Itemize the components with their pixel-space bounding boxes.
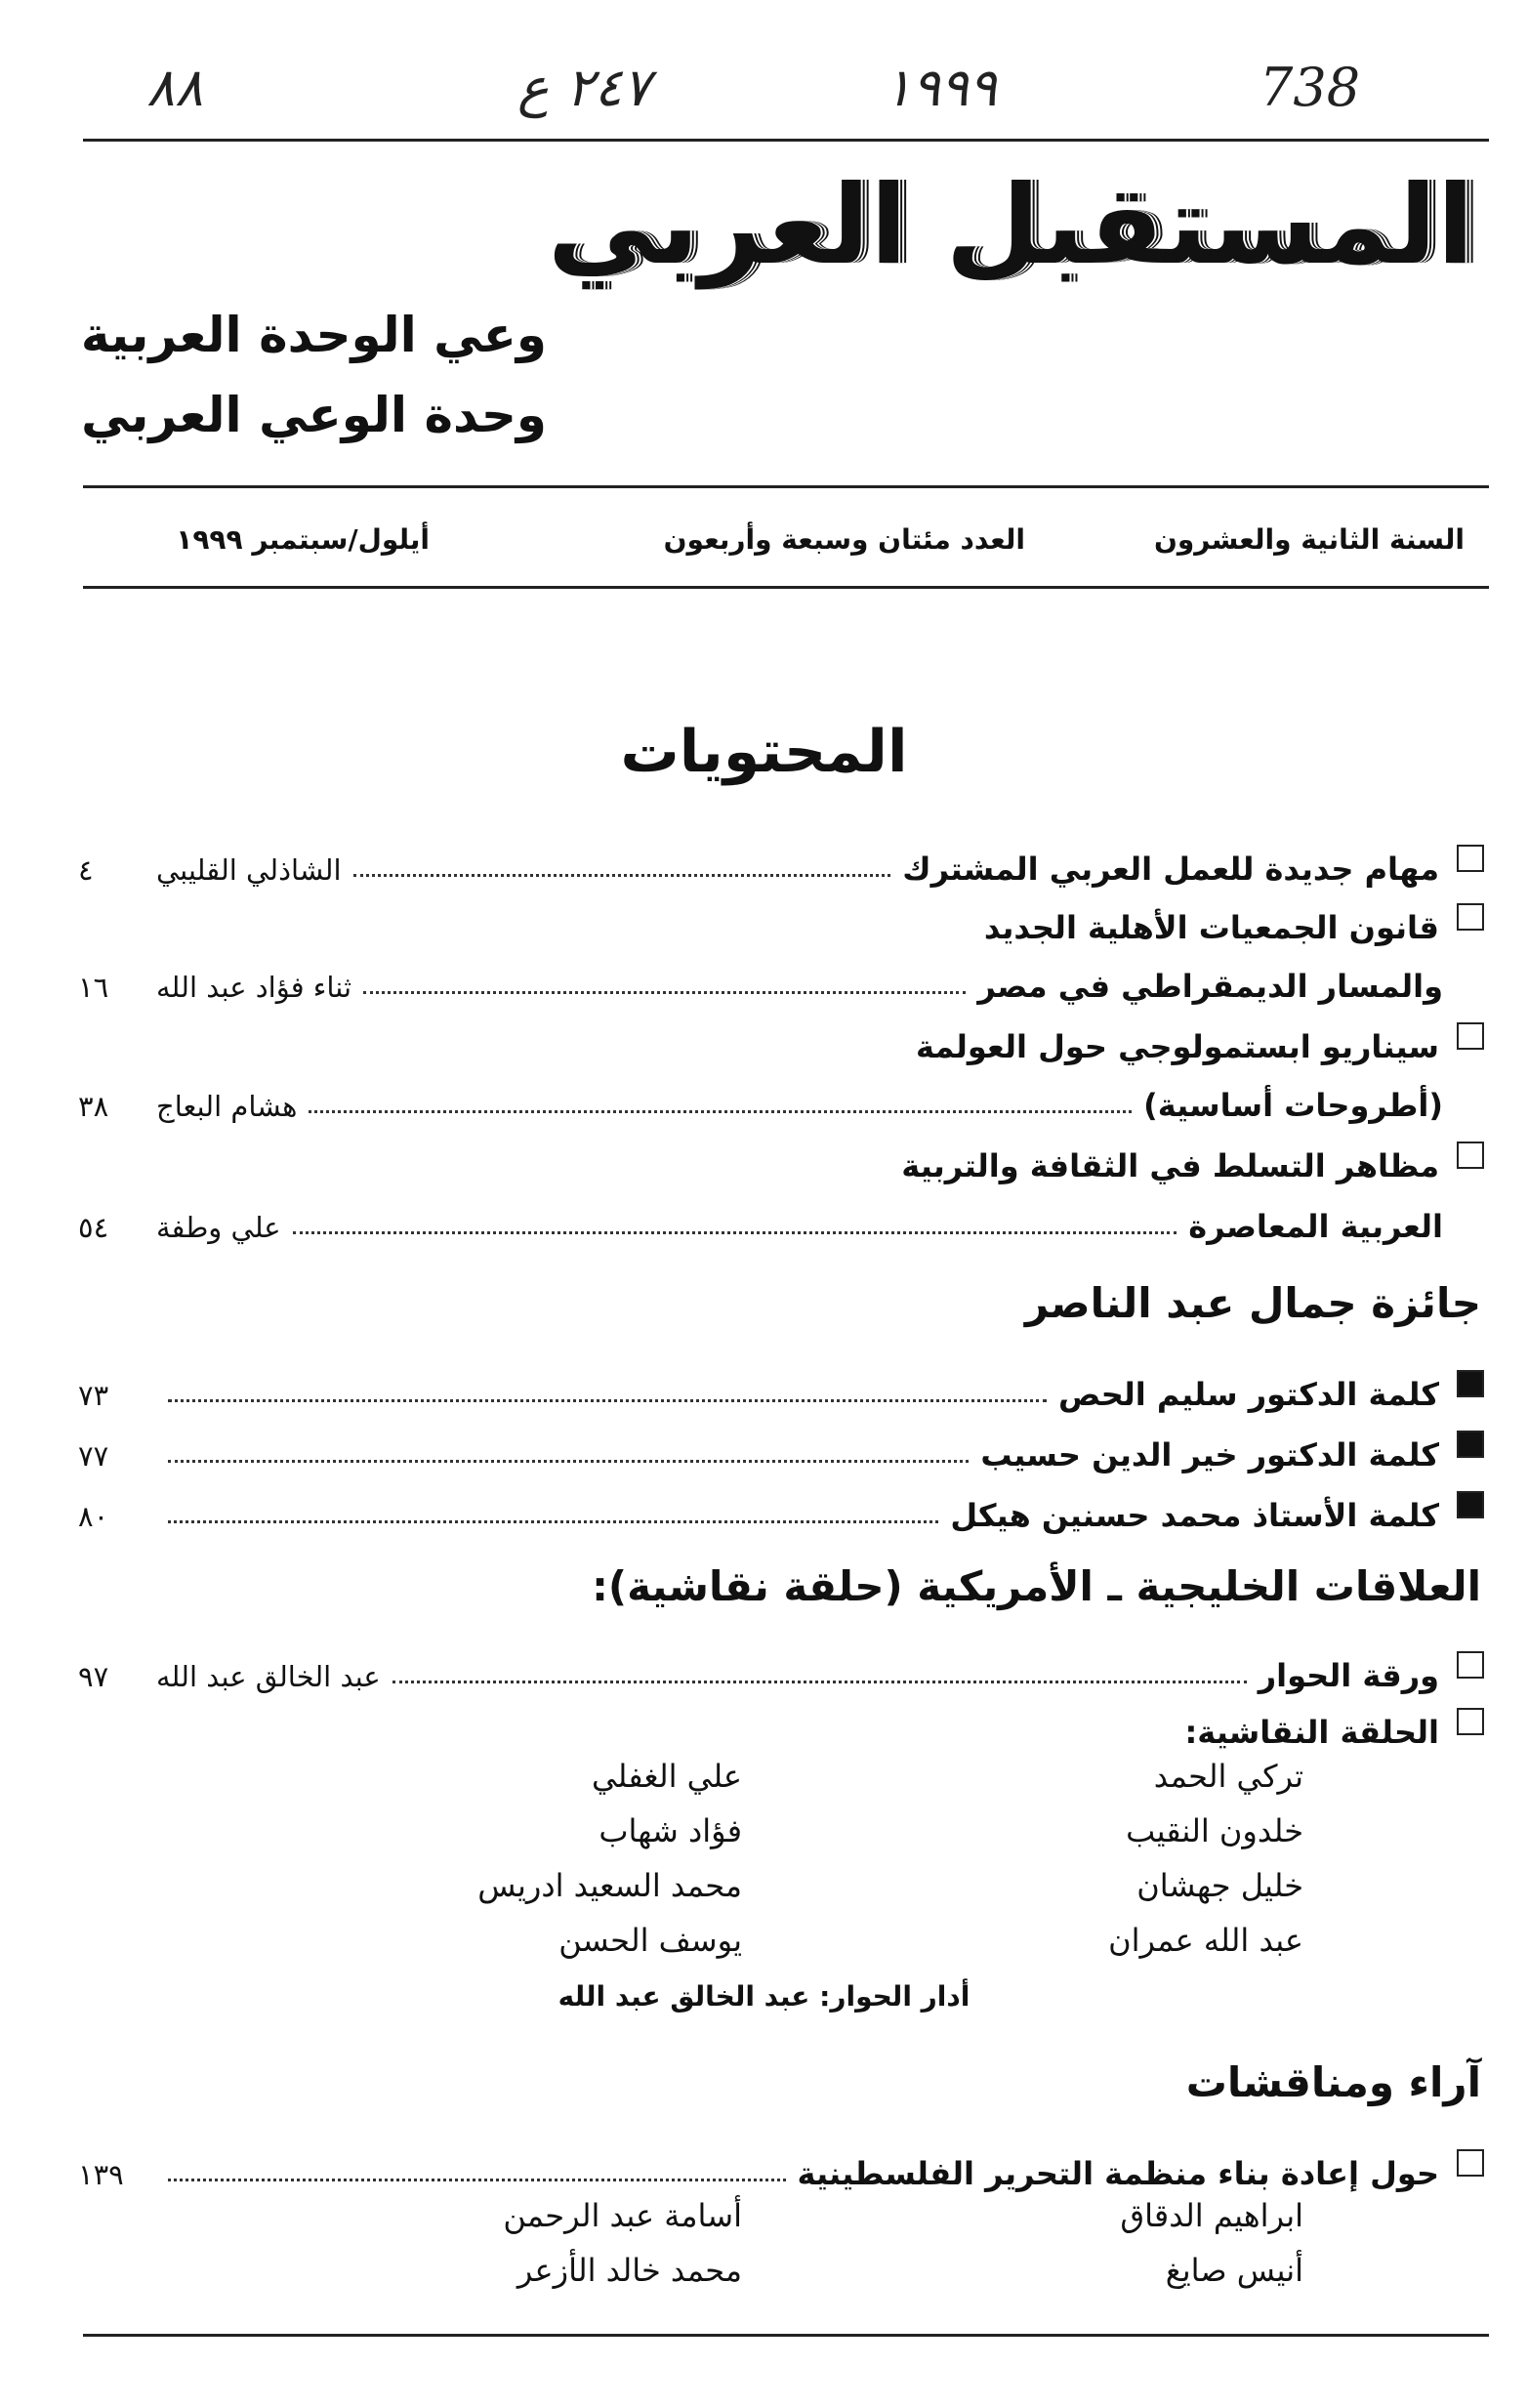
- toc-entry[interactable]: [78, 2137, 1484, 2192]
- leader-dots: [168, 2179, 786, 2181]
- checkbox-icon: [1457, 903, 1484, 931]
- participant-name: محمد السعيد ادريس: [477, 1867, 742, 1904]
- entry-page: ٥٤: [78, 1211, 109, 1244]
- toc-entry[interactable]: [78, 1418, 1484, 1474]
- entry-page: ٤: [78, 853, 94, 887]
- issue-rule-bottom: [83, 586, 1489, 589]
- section-heading-gulf: العلاقات الخليجية ـ الأمريكية (حلقة نقاشية):: [592, 1562, 1481, 1610]
- entry-author: عبد الخالق عبد الله: [156, 1660, 381, 1693]
- entry-title: مظاهر التسلط في الثقافة والتربية: [901, 1147, 1439, 1184]
- issue-date: أيلول/سبتمبر ١٩٩٩: [176, 523, 430, 556]
- checkbox-icon: [1457, 1708, 1484, 1735]
- participant-name: فؤاد شهاب: [599, 1812, 742, 1849]
- entry-title: حول إعادة بناء منظمة التحرير الفلسطينية: [797, 2155, 1439, 2192]
- entry-page: ٧٧: [78, 1439, 109, 1473]
- entry-author: هشام البعاج: [156, 1090, 298, 1123]
- section-heading-opinions: آراء ومناقشات: [1185, 2058, 1481, 2106]
- slogan-line-1: وعي الوحدة العربية: [80, 307, 547, 363]
- filled-square-icon: [1457, 1370, 1484, 1397]
- moderator-line: أدار الحوار: عبد الخالق عبد الله: [558, 1980, 970, 2013]
- leader-dots: [168, 1460, 969, 1463]
- toc-entry[interactable]: [78, 1129, 1484, 1182]
- entry-title: قانون الجمعيات الأهلية الجديد: [983, 909, 1439, 946]
- entry-title: كلمة الأستاذ محمد حسنين هيكل: [950, 1497, 1439, 1534]
- leader-dots: [309, 1110, 1132, 1113]
- entry-page: ١٣٩: [78, 2158, 124, 2191]
- entry-author: علي وطفة: [156, 1211, 281, 1244]
- participant-name: محمد خالد الأزعر: [516, 2252, 742, 2289]
- toc-entry[interactable]: [78, 1357, 1484, 1413]
- participant-name: أسامة عبد الرحمن: [503, 2197, 742, 2234]
- entry-title: كلمة الدكتور سليم الحص: [1058, 1376, 1439, 1413]
- section-heading-award: جائزة جمال عبد الناصر: [1024, 1279, 1481, 1327]
- entry-page: ٨٠: [78, 1500, 109, 1533]
- toc-entry[interactable]: [78, 1639, 1484, 1694]
- handwritten-note-2: ٢٤٧ ع: [517, 57, 651, 118]
- toc-entry-continued[interactable]: [78, 949, 1484, 1005]
- participant-name: ابراهيم الدقاق: [1120, 2197, 1303, 2234]
- participant-name: أنيس صايغ: [1165, 2252, 1303, 2289]
- top-rule: [83, 139, 1489, 142]
- entry-page: ١٦: [78, 971, 109, 1004]
- issue-number: العدد مئتان وسبعة وأربعون: [663, 523, 1025, 556]
- participant-name: عبد الله عمران: [1108, 1922, 1303, 1959]
- handwritten-note-4: 738: [1260, 57, 1361, 118]
- leader-dots: [168, 1520, 938, 1523]
- entry-author: ثناء فؤاد عبد الله: [156, 971, 352, 1004]
- toc-entry[interactable]: [78, 1478, 1484, 1534]
- handwritten-note-1: ٨٨: [146, 57, 204, 118]
- entry-page: ٣٨: [78, 1090, 109, 1123]
- toc-entry-continued[interactable]: [78, 1068, 1484, 1124]
- filled-square-icon: [1457, 1431, 1484, 1458]
- participant-name: خليل جهشان: [1136, 1867, 1303, 1904]
- bottom-rule: [83, 2334, 1489, 2337]
- entry-title: ورقة الحوار: [1258, 1657, 1439, 1694]
- leader-dots: [392, 1681, 1247, 1683]
- participant-name: علي الغفلي: [591, 1758, 742, 1795]
- entry-title-line2: والمسار الديمقراطي في مصر: [977, 968, 1443, 1005]
- masthead-logo: المستقبل العربي: [547, 162, 1474, 289]
- checkbox-icon: [1457, 1022, 1484, 1050]
- entry-title-line2: (أطروحات أساسية): [1143, 1087, 1443, 1124]
- issue-year: السنة الثانية والعشرون: [1153, 523, 1465, 556]
- entry-title: كلمة الدكتور خير الدين حسيب: [980, 1436, 1439, 1474]
- checkbox-icon: [1457, 1651, 1484, 1679]
- issue-rule-top: [83, 485, 1489, 488]
- participant-name: يوسف الحسن: [558, 1922, 742, 1959]
- toc-entry[interactable]: [78, 891, 1484, 946]
- toc-entry[interactable]: [78, 1695, 1484, 1751]
- toc-title: المحتويات: [620, 718, 908, 786]
- participant-name: تركي الحمد: [1153, 1758, 1303, 1795]
- filled-square-icon: [1457, 1491, 1484, 1518]
- handwritten-note-3: ١٩٩٩: [884, 57, 998, 118]
- checkbox-icon: [1457, 2149, 1484, 2177]
- slogan-line-2: وحدة الوعي العربي: [81, 387, 547, 443]
- toc-entry[interactable]: [78, 832, 1484, 888]
- toc-entry[interactable]: [78, 1010, 1484, 1065]
- leader-dots: [353, 874, 891, 877]
- leader-dots: [363, 991, 966, 994]
- leader-dots: [168, 1399, 1047, 1402]
- leader-dots: [293, 1231, 1177, 1234]
- toc-entry-continued[interactable]: [78, 1189, 1484, 1245]
- entry-title: مهام جديدة للعمل العربي المشترك: [902, 851, 1439, 888]
- entry-title: سيناريو ابستمولوجي حول العولمة: [915, 1028, 1439, 1065]
- entry-page: ٧٣: [78, 1379, 109, 1412]
- checkbox-icon: [1457, 1142, 1484, 1169]
- entry-title: الحلقة النقاشية:: [1184, 1714, 1439, 1751]
- participant-name: خلدون النقيب: [1126, 1812, 1303, 1849]
- entry-title-line2: العربية المعاصرة: [1188, 1208, 1443, 1245]
- entry-page: ٩٧: [78, 1660, 109, 1693]
- checkbox-icon: [1457, 845, 1484, 872]
- entry-author: الشاذلي القليبي: [156, 853, 342, 887]
